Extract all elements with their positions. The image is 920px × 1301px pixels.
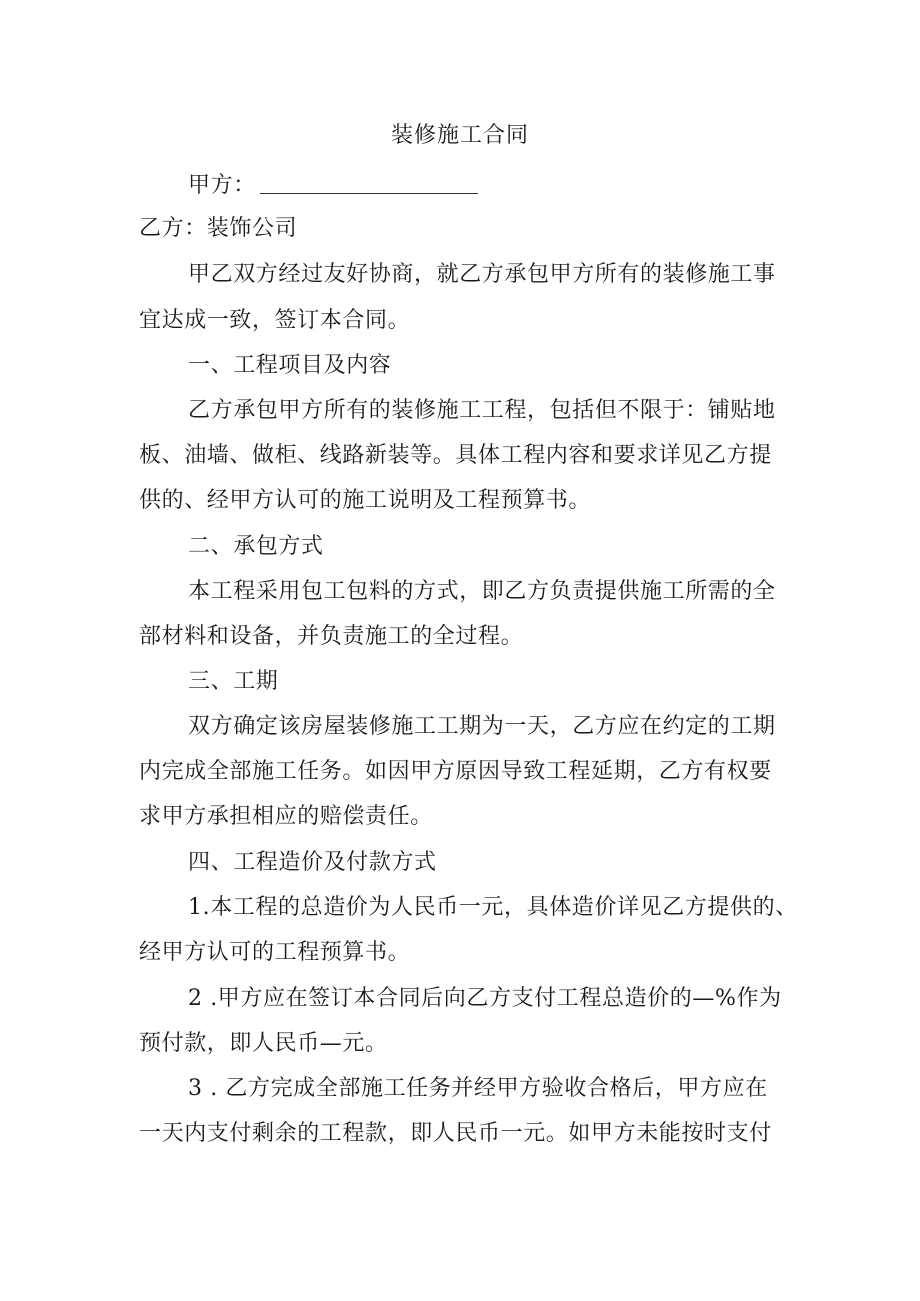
document-title: 装修施工合同 — [390, 123, 529, 148]
clause-line: 经甲方认可的工程预算书。 — [139, 940, 411, 965]
section-heading: 一、工程项目及内容 — [188, 353, 392, 378]
paragraph-line: 宜达成一致，签订本合同。 — [139, 308, 411, 333]
paragraph-line: 供的、经甲方认可的施工说明及工程预算书。 — [139, 488, 592, 513]
section-heading: 四、工程造价及付款方式 — [188, 850, 437, 875]
section-heading: 三、工期 — [188, 669, 279, 694]
paragraph-line: 双方确定该房屋装修施工工期为一天，乙方应在约定的工期 — [188, 714, 776, 739]
party-a-blank — [260, 169, 478, 194]
paragraph-line: 内完成全部施工任务。如因甲方原因导致工程延期，乙方有权要 — [139, 759, 772, 784]
paragraph-line: 甲乙双方经过友好协商，就乙方承包甲方所有的装修施工事 — [188, 262, 776, 287]
paragraph-line: 本工程采用包工包料的方式，即乙方负责提供施工所需的全 — [188, 579, 776, 604]
party-b-line: 乙方：装饰公司 — [139, 216, 298, 241]
paragraph-line: 求甲方承担相应的赔偿责任。 — [139, 804, 433, 829]
clause-line: 3 . 乙方完成全部施工任务并经甲方验收合格后，甲方应在 — [188, 1076, 768, 1101]
party-a-label: 甲方： — [188, 173, 256, 198]
paragraph-line: 板、油墙、做柜、线路新装等。具体工程内容和要求详见乙方提 — [139, 443, 772, 468]
party-a-line — [188, 169, 848, 201]
clause-line: 一天内支付剩余的工程款，即人民币一元。如甲方未能按时支付 — [139, 1121, 772, 1146]
section-heading: 二、承包方式 — [188, 534, 324, 559]
clause-line: 预付款，即人民币—元。 — [139, 1031, 388, 1056]
paragraph-line: 部材料和设备，并负责施工的全过程。 — [139, 624, 524, 649]
clause-line: 2 .甲方应在签订本合同后向乙方支付工程总造价的—%作为 — [188, 986, 782, 1011]
paragraph-line: 乙方承包甲方所有的装修施工工程，包括但不限于：铺贴地 — [188, 398, 776, 423]
clause-line: 1.本工程的总造价为人民币一元，具体造价详见乙方提供的、 — [188, 895, 798, 920]
